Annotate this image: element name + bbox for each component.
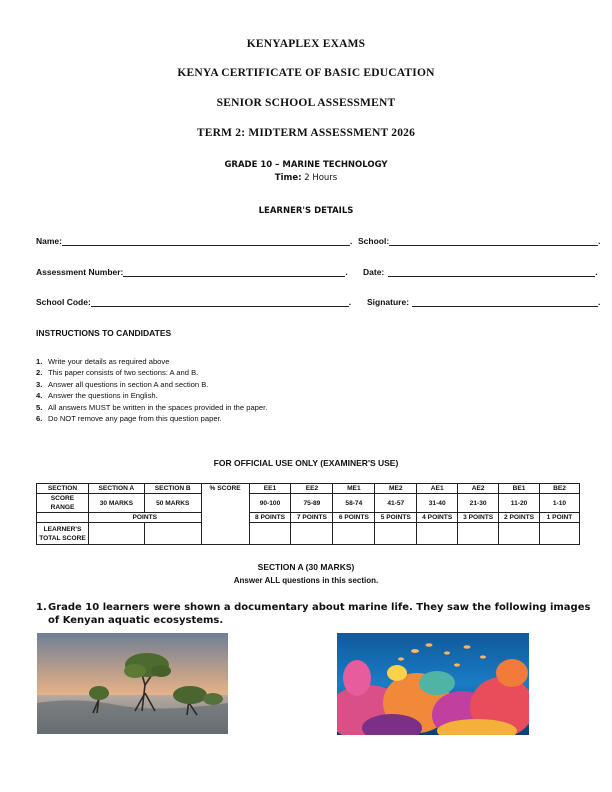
section-header: SECTION xyxy=(37,484,89,494)
section-a-instruction: Answer ALL questions in this section. xyxy=(233,576,379,585)
table-row xyxy=(37,484,580,494)
section-b-score-cell[interactable] xyxy=(144,523,201,545)
instruction-text: Do NOT remove any page from this question paper. xyxy=(48,414,222,424)
school-code-label: School Code: xyxy=(36,297,91,307)
table-row xyxy=(37,494,580,513)
instruction-item xyxy=(36,413,267,424)
score-table xyxy=(36,483,580,545)
instruction-number: 5. xyxy=(36,402,43,412)
assessment-title: SENIOR SCHOOL ASSESSMENT xyxy=(216,97,396,109)
name-label: Name: xyxy=(36,236,62,246)
grade-range: 90-100 xyxy=(249,494,291,513)
grade-code: ME1 xyxy=(333,484,375,494)
instruction-text: Answer all questions in section A and section B. xyxy=(48,379,209,389)
school-label: School: xyxy=(358,236,390,246)
instruction-number: 6. xyxy=(36,414,43,424)
instruction-text: Answer the questions in English. xyxy=(48,391,158,401)
grade-code: BE1 xyxy=(499,484,540,494)
points-header: POINTS xyxy=(88,513,201,523)
section-a-title: SECTION A (30 MARKS) xyxy=(257,562,355,572)
instruction-text: This paper consists of two sections: A and B. xyxy=(48,368,199,378)
section-a-score-cell[interactable] xyxy=(88,523,144,545)
grade-points: 6 POINTS xyxy=(333,513,375,523)
certificate-title: KENYA CERTIFICATE OF BASIC EDUCATION xyxy=(177,67,435,79)
grade-cell[interactable] xyxy=(458,523,499,545)
instruction-item xyxy=(36,356,267,367)
question-text: Grade 10 learners were shown a documentary about marine life. They saw the following images of Kenyan aquatic ecosystems. xyxy=(48,602,591,626)
signature-label: Signature: xyxy=(367,297,410,307)
instruction-item xyxy=(36,402,267,413)
date-label: Date: xyxy=(363,267,385,277)
instructions-list xyxy=(36,356,267,424)
assessment-number-blank[interactable] xyxy=(123,268,345,277)
signature-blank[interactable] xyxy=(412,298,598,307)
grade-points: 1 POINT xyxy=(540,513,580,523)
instruction-number: 1. xyxy=(36,357,43,366)
instruction-item xyxy=(36,390,267,401)
school-code-blank[interactable] xyxy=(91,298,349,307)
grade-range: 75-89 xyxy=(291,494,333,513)
section-b-marks: 50 MARKS xyxy=(144,494,201,513)
mangrove-photo xyxy=(37,633,228,734)
date-blank[interactable] xyxy=(388,268,595,277)
points-row-spacer xyxy=(37,513,89,523)
coral-reef-photo xyxy=(337,633,529,735)
term-title: TERM 2: MIDTERM ASSESSMENT 2026 xyxy=(196,127,416,139)
table-row xyxy=(37,513,580,523)
question-number: 1. xyxy=(36,602,47,613)
school-code-field[interactable]: School Code: . xyxy=(36,297,352,307)
grade-cell[interactable] xyxy=(375,523,417,545)
grade-range: 31-40 xyxy=(417,494,458,513)
grade-range: 1-10 xyxy=(540,494,580,513)
grade-points: 2 POINTS xyxy=(499,513,540,523)
grade-code: AE1 xyxy=(417,484,458,494)
grade-points: 8 POINTS xyxy=(249,513,291,523)
score-range-header: SCORE RANGE xyxy=(37,494,89,513)
grade-code: EE2 xyxy=(291,484,333,494)
section-a-marks: 30 MARKS xyxy=(88,494,144,513)
grade-range: 21-30 xyxy=(458,494,499,513)
learner-details-title: LEARNER'S DETAILS xyxy=(258,206,354,216)
time-allowed xyxy=(0,173,612,183)
grade-code: EE1 xyxy=(249,484,291,494)
mangrove-illustration xyxy=(37,633,228,734)
grade-points: 3 POINTS xyxy=(458,513,499,523)
section-a-header: SECTION A xyxy=(88,484,144,494)
grade-points: 5 POINTS xyxy=(375,513,417,523)
total-score-header: LEARNER'S TOTAL SCORE xyxy=(37,523,89,545)
grade-range: 41-57 xyxy=(375,494,417,513)
date-field[interactable]: Date: . xyxy=(363,267,598,277)
signature-field[interactable]: Signature: . xyxy=(367,297,601,307)
grade-cell[interactable] xyxy=(540,523,580,545)
grade-subject: GRADE 10 – MARINE TECHNOLOGY xyxy=(224,160,388,170)
grade-code: AE2 xyxy=(458,484,499,494)
grade-points: 4 POINTS xyxy=(417,513,458,523)
grade-cell[interactable] xyxy=(291,523,333,545)
grade-cell[interactable] xyxy=(499,523,540,545)
pct-score-header: % SCORE xyxy=(201,484,249,545)
grade-cell[interactable] xyxy=(333,523,375,545)
time-label: Time: xyxy=(274,173,302,183)
assessment-number-field[interactable]: Assessment Number: . xyxy=(36,267,348,277)
instruction-number: 2. xyxy=(36,368,43,378)
assessment-number-label: Assessment Number: xyxy=(36,267,124,277)
grade-cell[interactable] xyxy=(249,523,291,545)
grade-range: 11-20 xyxy=(499,494,540,513)
instruction-item xyxy=(36,367,267,378)
school-field[interactable]: School: . xyxy=(358,236,601,246)
instruction-text: Write your details as required above xyxy=(48,357,170,366)
table-row xyxy=(37,523,580,545)
grade-points: 7 POINTS xyxy=(291,513,333,523)
instruction-item xyxy=(36,379,267,390)
instruction-number: 4. xyxy=(36,391,43,401)
instructions-title: INSTRUCTIONS TO CANDIDATES xyxy=(36,328,172,338)
coral-reef-illustration xyxy=(337,633,529,735)
instruction-text: All answers MUST be written in the spaces provided in the paper. xyxy=(48,402,268,412)
name-blank[interactable] xyxy=(62,237,350,246)
grade-code: BE2 xyxy=(540,484,580,494)
grade-code: ME2 xyxy=(375,484,417,494)
time-value: 2 Hours xyxy=(304,173,338,183)
section-b-header: SECTION B xyxy=(144,484,201,494)
grade-cell[interactable] xyxy=(417,523,458,545)
name-field[interactable]: Name: . xyxy=(36,236,353,246)
grade-range: 58-74 xyxy=(333,494,375,513)
exam-body-title: KENYAPLEX EXAMS xyxy=(246,38,366,50)
question-1 xyxy=(36,601,596,627)
official-use-title: FOR OFFICIAL USE ONLY (EXAMINER'S USE) xyxy=(213,458,399,468)
school-blank[interactable] xyxy=(389,237,598,246)
instruction-number: 3. xyxy=(36,379,43,389)
